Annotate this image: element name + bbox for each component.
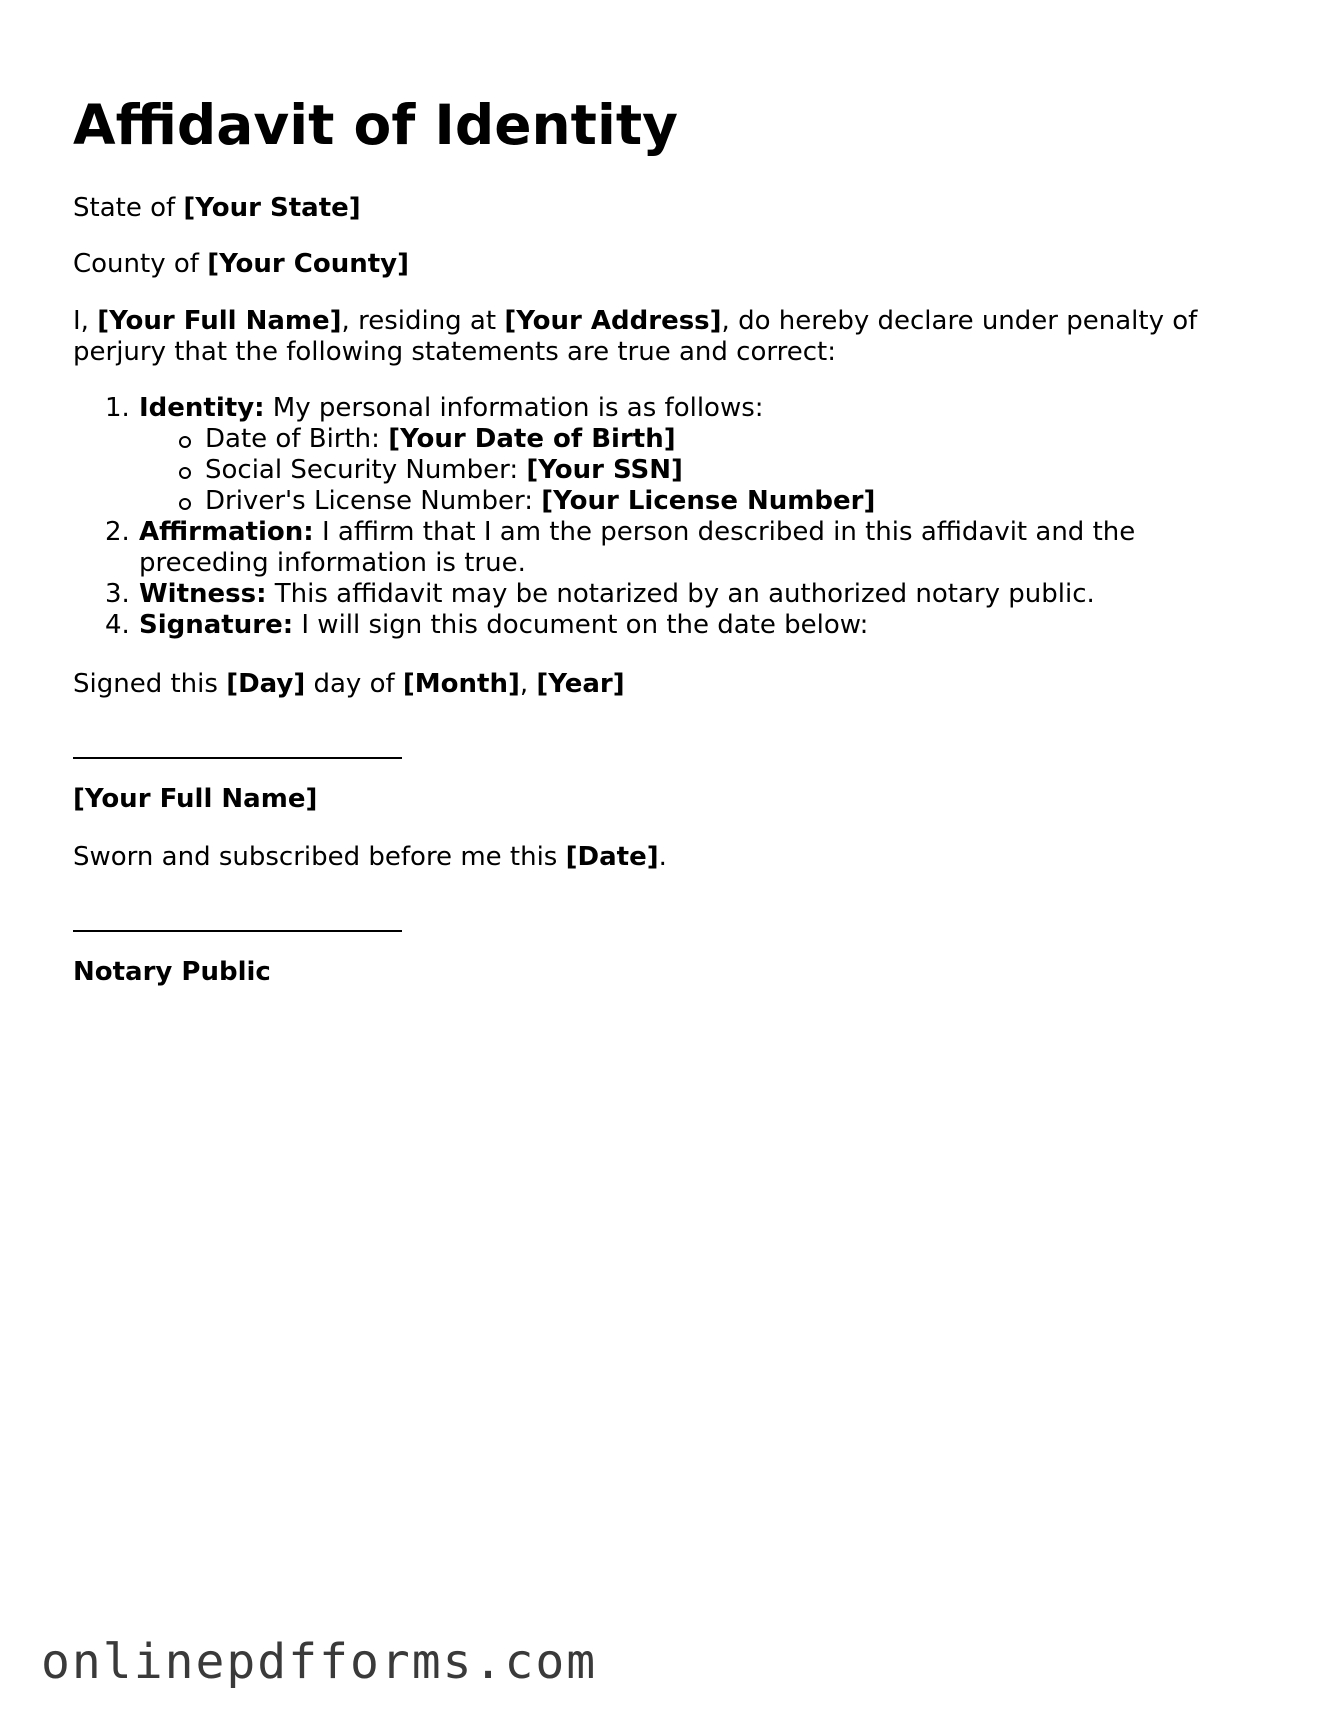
statement-list — [73, 393, 1268, 641]
item-number: 3. — [105, 579, 130, 609]
signed-mid: day of — [305, 669, 403, 699]
declaration-paragraph — [73, 306, 1223, 368]
item-label: Signature: — [139, 610, 294, 640]
sworn-prefix: Sworn and subscribed before me this — [73, 842, 566, 872]
signed-month: [Month] — [402, 669, 520, 699]
signed-day: [Day] — [226, 669, 306, 699]
county-line — [73, 249, 409, 280]
item-number: 2. — [105, 517, 130, 547]
sworn-date: [Date] — [565, 842, 659, 872]
item-label: Identity: — [139, 393, 265, 423]
signed-prefix: Signed this — [73, 669, 227, 699]
item-text: This affidavit may be notarized by an authorized notary public. — [266, 579, 1095, 609]
state-line — [73, 193, 361, 224]
list-item — [73, 517, 1224, 579]
state-prefix: State of — [73, 193, 184, 223]
declaration-part3: , do hereby declare under penalty of perjury that the following statements are true and correct: — [73, 306, 1198, 367]
state-value: [Your State] — [183, 193, 361, 223]
list-item — [139, 486, 1268, 517]
license-label: Driver's License Number: — [205, 486, 542, 516]
watermark: onlinepdfforms.com — [41, 1634, 598, 1690]
circle-bullet-icon — [179, 436, 191, 448]
ssn-value: [Your SSN] — [526, 455, 683, 485]
dob-label: Date of Birth: — [205, 424, 389, 454]
county-value: [Your County] — [207, 249, 409, 279]
notary-signature-line — [73, 930, 402, 932]
declarant-address: [Your Address] — [504, 306, 722, 336]
list-item — [73, 579, 1268, 610]
item-text: I will sign this document on the date below: — [293, 610, 869, 640]
list-item — [73, 393, 1268, 517]
signed-date-line — [73, 669, 625, 700]
document-title: Affidavit of Identity — [73, 93, 678, 157]
ssn-label: Social Security Number: — [205, 455, 527, 485]
personal-info-list — [139, 424, 1268, 517]
circle-bullet-icon — [179, 498, 191, 510]
signature-line — [73, 757, 402, 759]
item-number: 1. — [105, 393, 130, 423]
list-item — [139, 424, 1268, 455]
item-text: My personal information is as follows: — [264, 393, 764, 423]
notary-line — [73, 957, 271, 988]
item-number: 4. — [105, 610, 130, 640]
signed-comma: , — [519, 669, 537, 699]
item-label: Affirmation: — [139, 517, 314, 547]
declaration-part1: I, — [73, 306, 98, 336]
dob-value: [Your Date of Birth] — [388, 424, 676, 454]
notary-label: Notary Public — [73, 957, 271, 987]
list-item — [73, 610, 1268, 641]
declaration-part2: , residing at — [341, 306, 505, 336]
list-item — [139, 455, 1268, 486]
item-text: I affirm that I am the person described in this affidavit and the preceding information is true. — [139, 517, 1136, 578]
signer-name: [Your Full Name] — [73, 784, 318, 814]
license-value: [Your License Number] — [541, 486, 876, 516]
item-label: Witness: — [139, 579, 267, 609]
declarant-name: [Your Full Name] — [97, 306, 342, 336]
signer-name-line — [73, 784, 317, 815]
sworn-suffix: . — [658, 842, 667, 872]
county-prefix: County of — [73, 249, 208, 279]
signed-year: [Year] — [536, 669, 625, 699]
sworn-line — [73, 842, 667, 873]
circle-bullet-icon — [179, 467, 191, 479]
